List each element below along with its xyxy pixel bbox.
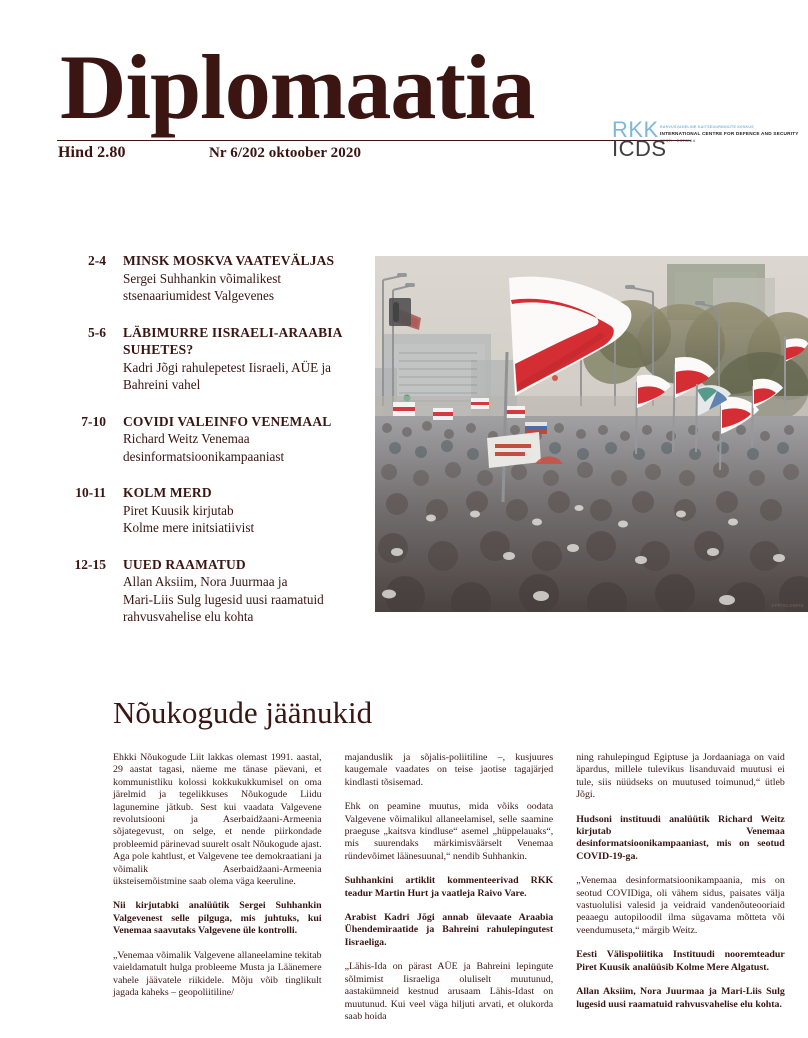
toc-entry-title: KOLM MERD	[123, 485, 212, 500]
toc-entry-body	[106, 556, 360, 626]
logo-wordmark	[612, 117, 667, 161]
toc-page-range: 10-11	[75, 485, 106, 500]
toc-entry-title: UUED RAAMATUD	[123, 556, 246, 572]
masthead	[0, 0, 808, 190]
toc-entry[interactable]	[60, 252, 360, 305]
toc-entry-desc-line: desinformatsioonikampaaniast	[123, 448, 285, 464]
logo-subtitle-block	[660, 124, 802, 145]
icds-logo[interactable]	[612, 117, 802, 168]
toc-entry-body	[106, 324, 360, 394]
photo-credit: AFP/SCANPIX	[771, 603, 804, 608]
article-paragraph: „Venemaa desinformatsioonikampaania, mis on seotud COVIDiga, oli vähem sidus, paisates välja vastuolulisi valesid ja veidraid vandenõuteooriaid peaaegu autopiloodil ilma sügavama mõtteta või veendumuseta,“ märgib Weitz.	[576, 875, 785, 936]
toc-entry[interactable]	[60, 484, 360, 537]
issue-label: Nr 6/202 oktoober 2020	[209, 145, 362, 161]
article-paragraph: Ehk on peamine muutus, mida võiks oodata Valgevene võimalikul allaneelamisel, selle saamine praeguse „kaitsva kindluse“ asemel „hüppelauaks“, mis suurendaks märkimisväärselt Venemaa ründevõimet läänesuunal,“ nendib Suhhankin.	[344, 801, 554, 862]
article-paragraph: ning rahulepingud Egiptuse ja Jordaaniaga on vaid äpardus, millele tulevikus lisanduvaid muutusi ei tule, siis nüüdseks on muutused toimunud,“ ütleb Jõgi.	[576, 752, 785, 801]
toc-entry-body	[106, 413, 360, 466]
article-paragraph: Hudsoni instituudi analüütik Richard Weitz kirjutab Venemaa desinformatsioonikampaaniast, mis on seotud COVID-19-ga.	[576, 813, 785, 862]
article-paragraph: Suhhankini artiklit kommenteerivad RKK teadur Martin Hurt ja vaatleja Raivo Vare.	[344, 875, 554, 899]
logo-icds-text: ICDS	[612, 136, 667, 161]
article-body-columns	[113, 752, 785, 1035]
toc-entry-desc-line: stsenaariumidest Valgevenes	[123, 288, 275, 303]
toc-page-range: 12-15	[74, 556, 106, 572]
article-paragraph: Ehkki Nõukogude Liit lakkas olemast 1991. aastal, 29 aastat tagasi, näeme me tänase päevani, et kommunistliku kolossi kokkukukkumisel on oma järelmid ja tegelikkuses Nõukogude Liidu lagunemine jätkub. Sest kui vaadata Valgevene revolutsiooni ja Aserbaidžaani-Armeenia sõjategevust, on selge, et nende piirkondade probleemid pärinevad suurelt osalt Nõukogude ajast. Aga pole kahtlust, et Valgevene tee demokraatiani ja võimalik Aserbaidžaani-Armeenia üksteisemõistmine saab olema väga keeruline.	[113, 752, 322, 888]
toc-entry-body	[106, 484, 360, 537]
toc-entry[interactable]	[60, 413, 360, 466]
toc-entry-desc-line: Kadri Jõgi rahulepetest Iisraeli, AÜE ja	[123, 359, 332, 375]
masthead-divider	[57, 140, 691, 141]
article-paragraph: „Lähis-Ida on pärast AÜE ja Bahreini lepingute sõlmimist Iisraeliga oluliselt muutunud, aastakümneid kestnud arusaam Lähis-Idast on muutunud. Kui veel väga hiljuti arvati, et olukorda saab hoida	[344, 961, 554, 1022]
photo-artwork	[375, 256, 808, 612]
toc-entry[interactable]	[60, 556, 360, 626]
toc-entry-desc-line: Richard Weitz Venemaa	[123, 431, 250, 446]
toc-entry-desc-line: Allan Aksiim, Nora Juurmaa ja	[123, 574, 288, 589]
toc-entry-desc-line: Mari-Liis Sulg lugesid uusi raamatuid	[123, 591, 324, 607]
toc-entry-title: COVIDI VALEINFO VENEMAAL	[123, 413, 332, 429]
logo-subtitle-estonian: RAHVUSVAHELINE KAITSEUURINGUTE KESKUS	[660, 125, 754, 129]
article-paragraph: „Venemaa võimalik Valgevene allaneelamine tekitab vaieldamatult hulga probleeme Musta ja Läänemere vahele jäävatele riikidele. Mõju võib tinglikult jagada kaheks – geopoliitiline/	[113, 949, 322, 998]
toc-page-range: 7-10	[81, 413, 106, 429]
toc-entry-desc-line: Piret Kuusik kirjutab	[123, 502, 234, 518]
toc-entry-title: MINSK MOSKVA VAATEVÄLJAS	[123, 253, 335, 268]
toc-page-range: 2-4	[88, 253, 106, 268]
logo-rkk-text: RKK	[612, 117, 659, 142]
toc-entry[interactable]	[60, 324, 360, 394]
toc-entry-title: LÄBIMURRE IISRAELI-ARAABIA SUHETES?	[123, 324, 342, 357]
article-headline: Nõukogude jäänukid	[113, 695, 373, 730]
toc-entry-desc-line: Sergei Suhhankin võimalikest	[123, 270, 281, 286]
article-column-2	[345, 752, 554, 1035]
table-of-contents	[60, 252, 360, 645]
article-paragraph: Nii kirjutabki analüütik Sergei Suhhankin Valgevenest selle pilguga, mis juhtuks, kui Venemaa saavutaks Valgevene üle kontrolli.	[113, 900, 322, 937]
belarus-protest-crowd-photo	[375, 256, 808, 612]
article-paragraph: Arabist Kadri Jõgi annab ülevaate Araabia Ühendemiraatide ja Bahreini rahulepingutest Iisraeliga.	[344, 912, 554, 948]
article-paragraph: Allan Aksiim, Nora Juurmaa ja Mari-Liis Sulg lugesid uusi raamatuid rahvusvahelise elu kohta.	[576, 986, 785, 1010]
article-paragraph: Eesti Välispoliitika Instituudi nooremteadur Piret Kuusik analüüsib Kolme Mere Algatust.	[576, 949, 785, 973]
toc-entry-body	[106, 252, 360, 305]
toc-entry-desc-line: Kolme mere initsiatiivist	[123, 520, 255, 535]
price-label: Hind 2.80	[58, 144, 126, 161]
article-paragraph: majanduslik ja sõjalis-poliitiline –, kusjuures kaugemale vaadates on teise jaotise tagajärjed kindlasti tõsisemad.	[344, 752, 554, 788]
logo-subtitle-english: INTERNATIONAL CENTRE FOR DEFENCE AND SECURITY	[660, 131, 799, 136]
publication-title: Diplomaatia	[60, 36, 535, 138]
toc-entry-desc-line: rahvusvahelise elu kohta	[123, 609, 254, 624]
logo-subtitle-country: EESTI · ESTONIA	[660, 139, 696, 143]
toc-entry-desc-line: Bahreini vahel	[123, 377, 201, 392]
toc-page-range: 5-6	[88, 324, 106, 340]
article-column-1	[113, 752, 322, 1035]
article-column-3	[576, 752, 785, 1035]
